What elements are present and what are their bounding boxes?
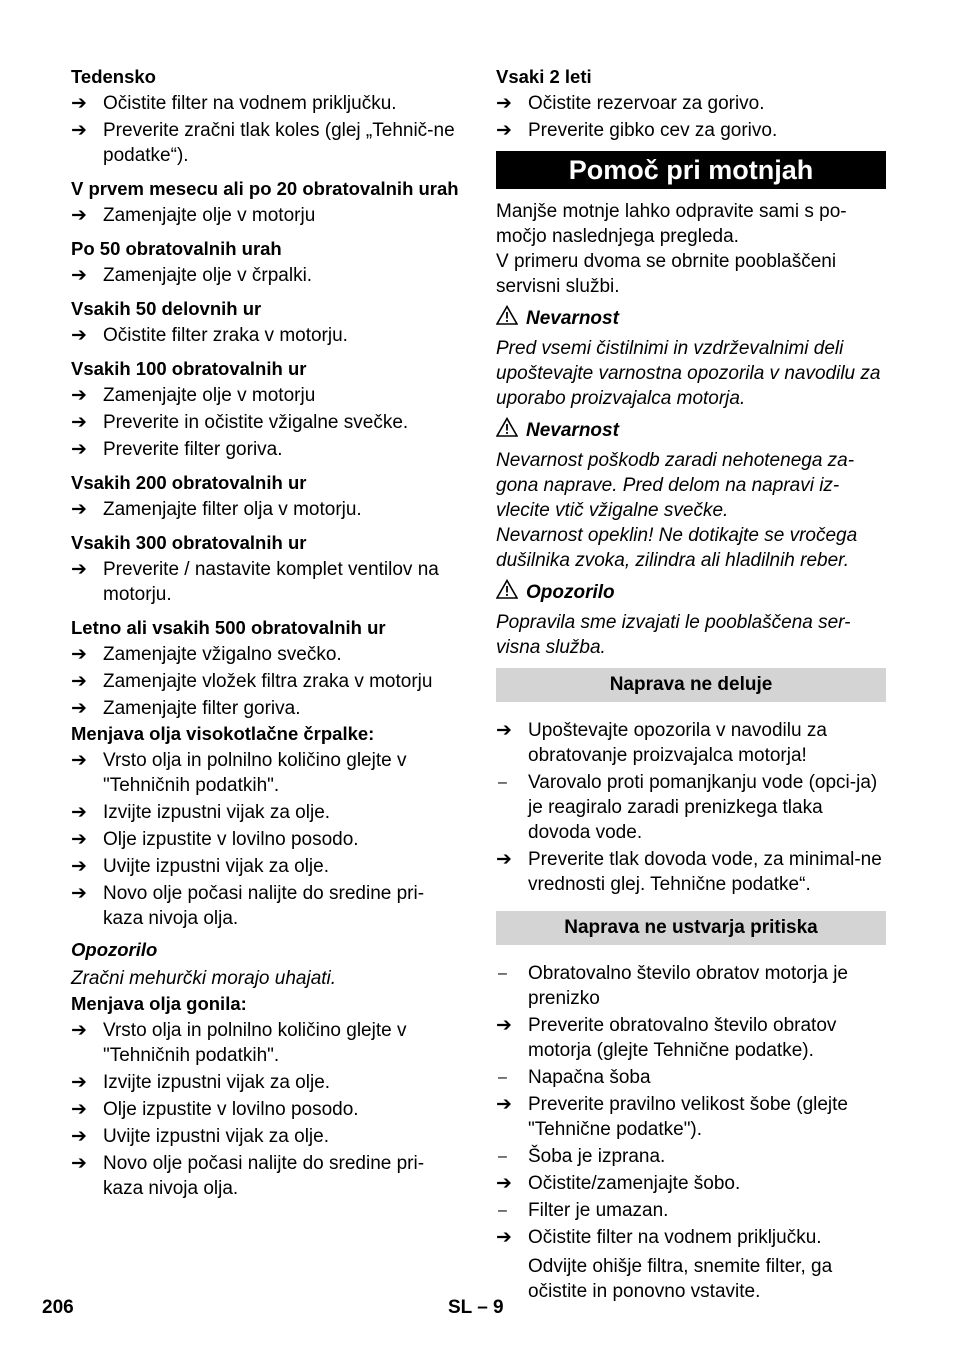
warning-triangle-icon [496, 417, 518, 444]
warning-triangle-icon [496, 579, 518, 606]
section-weekly [71, 64, 463, 168]
list-item: ➔ Izvijte izpustni vijak za olje. [71, 802, 331, 823]
danger-text: Nevarnost opeklin! Ne dotikajte se vročega dušilnika zvoka, zilindra ali hladilnih reber. [496, 525, 858, 571]
section-after-50 [71, 236, 463, 288]
list-item: ➔ Očistite filter na vodnem priključku. [496, 1227, 822, 1248]
section-heading: Vsaki 2 leti [496, 66, 592, 87]
section-heading: Po 50 obratovalnih urah [71, 238, 282, 259]
list-item: ➔ Zamenjajte vžigalno svečko. [71, 644, 342, 665]
section-every-300 [71, 530, 463, 607]
list-item: ➔ Preverite tlak dovoda vode, za minimal-ne vrednosti glej. Tehnične podatke“. [496, 849, 882, 895]
section-every-2-years [496, 64, 886, 143]
list-item: ➔ Očistite filter na vodnem priključku. [71, 93, 397, 114]
section-heading: Vsakih 100 obratovalnih ur [71, 358, 307, 379]
arrow-right-icon: ➔ [71, 883, 87, 904]
language-page-label: SL – 9 [448, 1297, 504, 1318]
list-item: ➔ Upoštevajte opozorila v navodilu za obratovanje proizvajalca motorja! [496, 720, 827, 766]
left-column [71, 64, 463, 1201]
list-item: – Napačna šoba [498, 1067, 651, 1088]
arrow-right-icon: ➔ [71, 93, 87, 114]
arrow-right-icon: ➔ [71, 385, 87, 406]
list-item: – Šoba je izprana. [498, 1146, 666, 1167]
danger-text: Pred vsemi čistilnimi in vzdrževalnimi deli upoštevajte varnostna opozorila v navodilu za uporabo proizvajalca motorja. [496, 338, 881, 409]
section-heading: Menjava olja gonila: [71, 993, 247, 1014]
list-item: ➔ Očistite rezervoar za gorivo. [496, 93, 765, 114]
list-item: ➔ Vrsto olja in polnilno količino glejte v "Tehničnih podatkih". [71, 750, 407, 796]
section-heading: Tedensko [71, 66, 156, 87]
arrow-right-icon: ➔ [71, 671, 87, 692]
list-item: ➔ Preverite / nastavite komplet ventilov na motorju. [71, 559, 439, 605]
list-item: ➔ Olje izpustite v lovilno posodo. [71, 1099, 359, 1120]
arrow-right-icon: ➔ [496, 1173, 512, 1194]
arrow-right-icon: ➔ [496, 849, 512, 870]
intro-text: Manjše motnje lahko odpravite sami s po-močjo naslednjega pregleda. [496, 201, 847, 247]
right-column [496, 64, 886, 1304]
arrow-right-icon: ➔ [496, 1015, 512, 1036]
list-item: Odvijte ohišje filtra, snemite filter, ga očistite in ponovno vstavite. [528, 1256, 833, 1302]
arrow-right-icon: ➔ [71, 1153, 87, 1174]
note-heading: Opozorilo [71, 939, 158, 960]
section-pump-oil [71, 721, 463, 931]
list-item: ➔ Novo olje počasi nalijte do sredine pri-kaza nivoja olja. [71, 883, 425, 929]
arrow-right-icon: ➔ [71, 439, 87, 460]
list-item: ➔ Preverite in očistite vžigalne svečke. [71, 412, 409, 433]
dash-icon: – [498, 1202, 507, 1219]
list-item: ➔ Olje izpustite v lovilno posodo. [71, 829, 359, 850]
warning-text: Popravila sme izvajati le pooblaščena ser-visna služba. [496, 612, 851, 658]
arrow-right-icon: ➔ [71, 1020, 87, 1041]
list-item: ➔ Očistite filter zraka v motorju. [71, 325, 348, 346]
section-gear-oil [71, 991, 463, 1201]
dash-icon: – [498, 965, 507, 982]
section-heading: Menjava olja visokotlačne črpalke: [71, 723, 375, 744]
danger-heading: Nevarnost [496, 305, 886, 332]
arrow-right-icon: ➔ [71, 829, 87, 850]
section-yearly [71, 615, 463, 721]
section-heading: Vsakih 300 obratovalnih ur [71, 532, 307, 553]
arrow-right-icon: ➔ [71, 325, 87, 346]
warning-triangle-icon [496, 305, 518, 332]
page-number: 206 [42, 1297, 74, 1318]
arrow-right-icon: ➔ [71, 265, 87, 286]
danger-heading: Nevarnost [496, 417, 886, 444]
arrow-right-icon: ➔ [496, 93, 512, 114]
list-item: ➔ Zamenjajte olje v črpalki. [71, 265, 313, 286]
dash-icon: – [498, 1069, 507, 1086]
list-item: ➔ Preverite zračni tlak koles (glej „Tehnič-ne podatke“). [71, 120, 455, 166]
list-item: ➔ Zamenjajte olje v motorju [71, 205, 316, 226]
arrow-right-icon: ➔ [71, 412, 87, 433]
section-every-100 [71, 356, 463, 462]
arrow-right-icon: ➔ [71, 205, 87, 226]
section-heading: Vsakih 50 delovnih ur [71, 298, 262, 319]
arrow-right-icon: ➔ [496, 1227, 512, 1248]
arrow-right-icon: ➔ [71, 802, 87, 823]
arrow-right-icon: ➔ [71, 644, 87, 665]
list-item: ➔ Preverite gibko cev za gorivo. [496, 120, 778, 141]
section-every-50 [71, 296, 463, 348]
subsection-bar: Naprava ne deluje [496, 668, 886, 702]
section-heading: Vsakih 200 obratovalnih ur [71, 472, 307, 493]
danger-text: Nevarnost poškodb zaradi nehotenega za-gona naprave. Pred delom na napravi iz-vlecite vtič vžigalne svečke. [496, 450, 855, 521]
list-item: ➔ Preverite obratovalno število obratov motorja (glejte Tehnične podatke). [496, 1015, 837, 1061]
arrow-right-icon: ➔ [71, 1126, 87, 1147]
list-item: ➔ Očistite/zamenjajte šobo. [496, 1173, 741, 1194]
note-block [71, 937, 463, 991]
arrow-right-icon: ➔ [71, 1072, 87, 1093]
list-item: ➔ Zamenjajte filter olja v motorju. [71, 499, 362, 520]
note-text: Zračni mehurčki morajo uhajati. [71, 968, 337, 989]
list-item: ➔ Uvijte izpustni vijak za olje. [71, 1126, 329, 1147]
list-item: – Obratovalno število obratov motorja je prenizko [498, 963, 848, 1009]
arrow-right-icon: ➔ [71, 559, 87, 580]
warning-heading: Opozorilo [496, 579, 886, 606]
section-heading: Letno ali vsakih 500 obratovalnih ur [71, 617, 386, 638]
arrow-right-icon: ➔ [71, 499, 87, 520]
section-every-200 [71, 470, 463, 522]
arrow-right-icon: ➔ [496, 720, 512, 741]
arrow-right-icon: ➔ [71, 698, 87, 719]
arrow-right-icon: ➔ [71, 120, 87, 141]
subsection-bar: Naprava ne ustvarja pritiska [496, 911, 886, 945]
list-item: ➔ Vrsto olja in polnilno količino glejte v "Tehničnih podatkih". [71, 1020, 407, 1066]
arrow-right-icon: ➔ [496, 120, 512, 141]
list-item: ➔ Uvijte izpustni vijak za olje. [71, 856, 329, 877]
arrow-right-icon: ➔ [71, 856, 87, 877]
dash-icon: – [498, 774, 507, 791]
list-item: ➔ Zamenjajte olje v motorju [71, 385, 316, 406]
list-item: ➔ Izvijte izpustni vijak za olje. [71, 1072, 331, 1093]
arrow-right-icon: ➔ [71, 750, 87, 771]
section-heading: V prvem mesecu ali po 20 obratovalnih urah [71, 178, 459, 199]
list-item: ➔ Zamenjajte filter goriva. [71, 698, 301, 719]
list-item: ➔ Zamenjajte vložek filtra zraka v motorju [71, 671, 433, 692]
dash-icon: – [498, 1148, 507, 1165]
list-item: ➔ Preverite filter goriva. [71, 439, 283, 460]
list-item: – Varovalo proti pomanjkanju vode (opci-ja) je reagiralo zaradi prenizkega tlaka dovoda vode. [498, 772, 878, 843]
section-first-month [71, 176, 463, 228]
list-item: – Filter je umazan. [498, 1200, 669, 1221]
chapter-banner: Pomoč pri motnjah [496, 151, 886, 189]
arrow-right-icon: ➔ [496, 1094, 512, 1115]
list-item: ➔ Preverite pravilno velikost šobe (glejte "Tehnične podatke"). [496, 1094, 848, 1140]
arrow-right-icon: ➔ [71, 1099, 87, 1120]
intro-text: V primeru dvoma se obrnite pooblaščeni servisni službi. [496, 251, 837, 297]
list-item: ➔ Novo olje počasi nalijte do sredine pri-kaza nivoja olja. [71, 1153, 425, 1199]
